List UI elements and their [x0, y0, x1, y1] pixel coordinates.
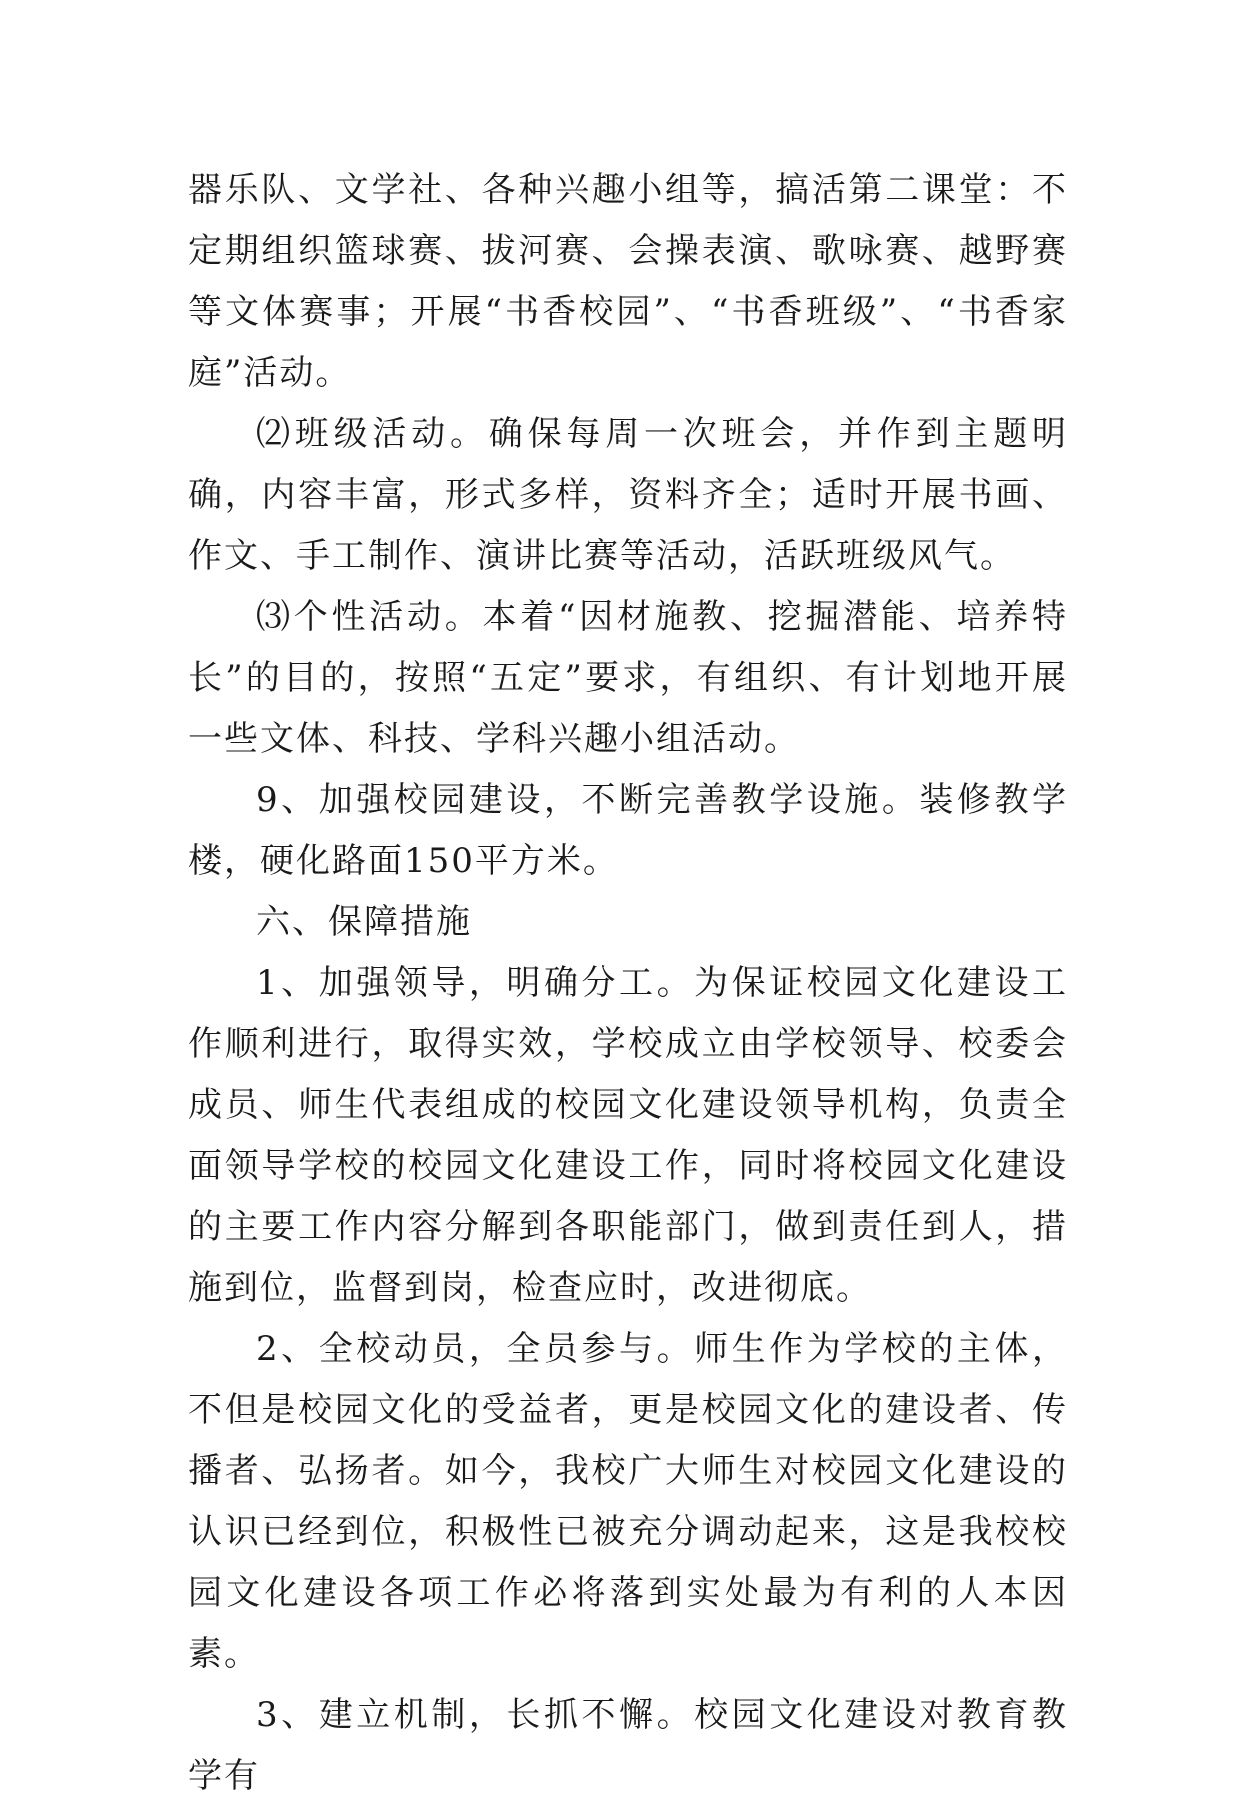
- paragraph-leadership: 1、加强领导，明确分工。为保证校园文化建设工作顺利进行，取得实效，学校成立由学校领导、校委会成员、师生代表组成的校园文化建设领导机构，负责全面领导学校的校园文化建设工作，同时将校园文化建设的主要工作内容分解到各职能部门，做到责任到人，措施到位，监督到岗，检查应时，改进彻底。: [188, 963, 1068, 1308]
- paragraph-mobilization: 2、全校动员，全员参与。师生作为学校的主体，不但是校园文化的受益者，更是校园文化的建设者、传播者、弘扬者。如今，我校广大师生对校园文化建设的认识已经到位，积极性已被充分调动起来，这是我校校园文化建设各项工作必将落到实处最为有利的人本因素。: [188, 1329, 1068, 1674]
- paragraph-campus-construction: 9、加强校园建设，不断完善教学设施。装修教学楼，硬化路面150平方米。: [188, 780, 1068, 881]
- paragraph-class-activities: ⑵班级活动。确保每周一次班会，并作到主题明确，内容丰富，形式多样，资料齐全；适时开展书画、作文、手工制作、演讲比赛等活动，活跃班级风气。: [188, 414, 1068, 576]
- paragraph-activities-continued: 器乐队、文学社、各种兴趣小组等，搞活第二课堂：不定期组织篮球赛、拔河赛、会操表演、歌咏赛、越野赛等文体赛事；开展“书香校园”、“书香班级”、“书香家庭”活动。: [188, 170, 1068, 393]
- paragraph-mechanism: 3、建立机制，长抓不懈。校园文化建设对教育教学有: [188, 1695, 1068, 1796]
- section-heading-safeguards: 六、保障措施: [256, 902, 472, 942]
- paragraph-individual-activities: ⑶个性活动。本着“因材施教、挖掘潜能、培养特长”的目的，按照“五定”要求，有组织、有计划地开展一些文体、科技、学科兴趣小组活动。: [188, 597, 1068, 759]
- document-body: [188, 160, 1068, 1807]
